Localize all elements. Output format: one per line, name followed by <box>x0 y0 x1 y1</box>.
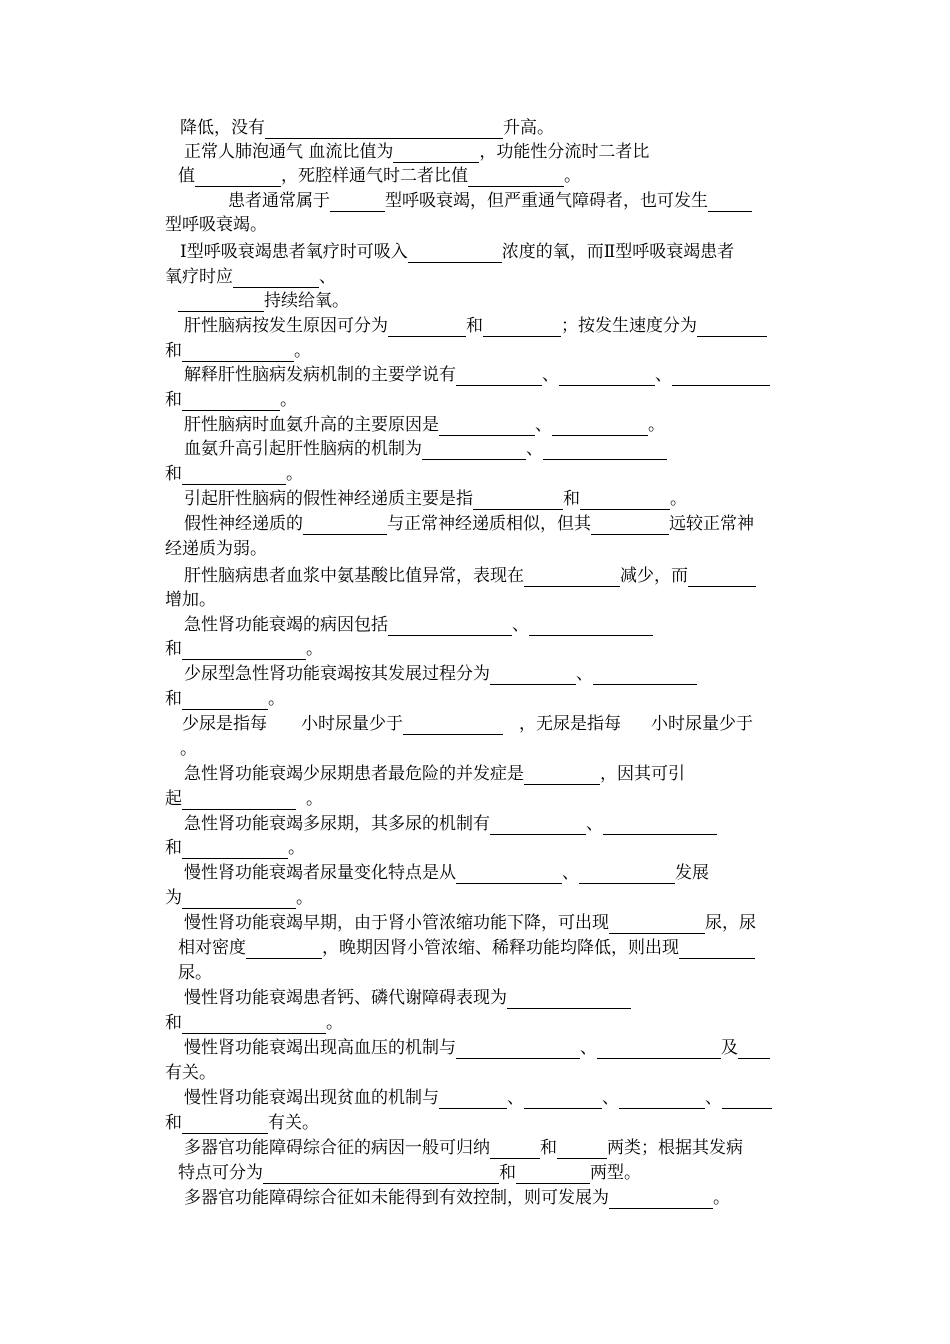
answer-blank[interactable] <box>330 193 385 212</box>
answer-blank[interactable] <box>529 617 653 636</box>
text-line: 和 有关。 <box>165 1113 319 1133</box>
answer-blank[interactable] <box>738 1040 770 1059</box>
text-line: 慢性肾功能衰竭出现贫血的机制与 、 、 、 <box>184 1087 772 1109</box>
answer-blank[interactable] <box>483 318 561 337</box>
text-line: 少尿是指每 小时尿量少于 ，无尿是指每 小时尿量少于 <box>182 714 753 734</box>
answer-blank[interactable] <box>557 1140 607 1159</box>
answer-blank[interactable] <box>490 816 586 835</box>
answer-blank[interactable] <box>490 1140 540 1159</box>
answer-blank[interactable] <box>597 1040 721 1059</box>
text-line: 多器官功能障碍综合征如未能得到有效控制，则可发展为 。 <box>184 1188 730 1208</box>
text-line: 增加。 <box>165 590 216 610</box>
text-line: 正常人肺泡通气 血流比值为 ，功能性分流时二者比 <box>184 142 650 162</box>
answer-blank[interactable] <box>603 816 717 835</box>
text-line: 多器官功能障碍综合征的病因一般可归纳 和 两类；根据其发病 <box>184 1138 743 1158</box>
text-line: 患者通常属于 型呼吸衰竭，但严重通气障碍者，也可发生 <box>228 190 752 212</box>
answer-blank[interactable] <box>182 392 280 411</box>
text-line: 急性肾功能衰竭的病因包括 、 <box>184 614 653 636</box>
answer-blank[interactable] <box>303 516 387 535</box>
answer-blank[interactable] <box>408 244 502 263</box>
text-line: 慢性肾功能衰竭出现高血压的机制与 、 及 <box>184 1037 770 1059</box>
answer-blank[interactable] <box>697 318 767 337</box>
text-line: 血氨升高引起肝性脑病的机制为 、 <box>184 438 667 460</box>
answer-blank[interactable] <box>490 666 576 685</box>
text-line: 引起肝性脑病的假性神经递质主要是指 和 。 <box>184 489 687 509</box>
answer-blank[interactable] <box>178 293 264 312</box>
answer-blank[interactable] <box>468 168 564 187</box>
answer-blank[interactable] <box>609 915 705 934</box>
answer-blank[interactable] <box>265 120 503 139</box>
answer-blank[interactable] <box>182 1115 268 1134</box>
answer-blank[interactable] <box>524 568 620 587</box>
answer-blank[interactable] <box>263 1165 499 1184</box>
text-line: 和 。 <box>165 341 311 361</box>
answer-blank[interactable] <box>388 318 466 337</box>
answer-blank[interactable] <box>473 491 563 510</box>
answer-blank[interactable] <box>393 144 479 163</box>
text-line: 特点可分为 和 两型。 <box>178 1163 641 1183</box>
answer-blank[interactable] <box>456 1040 580 1059</box>
text-line: 和 。 <box>165 689 285 709</box>
answer-blank[interactable] <box>579 865 675 884</box>
text-line: 经递质为弱。 <box>165 539 267 559</box>
answer-blank[interactable] <box>679 940 755 959</box>
text-line: 急性肾功能衰竭少尿期患者最危险的并发症是 ，因其可引 <box>184 764 685 784</box>
text-line: 慢性肾功能衰竭早期，由于肾小管浓缩功能下降，可出现 尿，尿 <box>184 913 756 933</box>
answer-blank[interactable] <box>543 441 667 460</box>
answer-blank[interactable] <box>439 1090 507 1109</box>
text-line: 相对密度 ，晚期因肾小管浓缩、稀释功能均降低，则出现 <box>178 937 755 959</box>
text-line: 型呼吸衰竭。 <box>165 215 267 235</box>
text-line: 起 。 <box>165 789 323 809</box>
text-line: 急性肾功能衰竭多尿期，其多尿的机制有 、 <box>184 813 717 835</box>
answer-blank[interactable] <box>456 865 562 884</box>
answer-blank[interactable] <box>591 516 669 535</box>
answer-blank[interactable] <box>593 666 697 685</box>
text-line: 持续给氧。 <box>178 290 349 312</box>
text-line: 降低，没有 升高。 <box>180 118 554 138</box>
text-line: Ⅰ型呼吸衰竭患者氧疗时可吸入 浓度的氧，而Ⅱ型呼吸衰竭患者 <box>180 242 735 262</box>
answer-blank[interactable] <box>619 1090 705 1109</box>
text-line: 有关。 <box>165 1063 216 1083</box>
answer-blank[interactable] <box>722 1090 772 1109</box>
text-line: 解释肝性脑病发病机制的主要学说有 、 、 <box>184 364 770 386</box>
text-line: 和 。 <box>165 639 323 659</box>
answer-blank[interactable] <box>672 367 770 386</box>
answer-blank[interactable] <box>516 1165 590 1184</box>
answer-blank[interactable] <box>708 193 752 212</box>
answer-blank[interactable] <box>388 617 512 636</box>
text-line: 少尿型急性肾功能衰竭按其发展过程分为 、 <box>184 663 697 685</box>
text-line: 肝性脑病时血氨升高的主要原因是 、 。 <box>184 415 665 435</box>
answer-blank[interactable] <box>688 568 756 587</box>
answer-blank[interactable] <box>403 716 503 735</box>
answer-blank[interactable] <box>507 990 631 1009</box>
text-line: 肝性脑病患者血浆中氨基酸比值异常，表现在 减少，而 <box>184 565 756 587</box>
answer-blank[interactable] <box>182 791 296 810</box>
answer-blank[interactable] <box>182 691 268 710</box>
text-line: 和 。 <box>165 464 303 484</box>
answer-blank[interactable] <box>182 466 286 485</box>
answer-blank[interactable] <box>524 766 600 785</box>
text-line: 和 。 <box>165 390 297 410</box>
text-line: 假性神经递质的 与正常神经递质相似，但其 远较正常神 <box>184 514 754 534</box>
text-line: 慢性肾功能衰竭者尿量变化特点是从 、 发展 <box>184 863 709 883</box>
answer-blank[interactable] <box>182 890 296 909</box>
text-line: 慢性肾功能衰竭患者钙、磷代谢障碍表现为 <box>184 987 631 1009</box>
answer-blank[interactable] <box>182 1015 326 1034</box>
answer-blank[interactable] <box>524 1090 602 1109</box>
answer-blank[interactable] <box>182 840 288 859</box>
text-line: 尿。 <box>178 963 212 983</box>
answer-blank[interactable] <box>233 269 319 288</box>
text-line: 和 。 <box>165 838 305 858</box>
answer-blank[interactable] <box>182 641 306 660</box>
answer-blank[interactable] <box>456 367 542 386</box>
text-line: 为 。 <box>165 888 313 908</box>
answer-blank[interactable] <box>439 417 535 436</box>
answer-blank[interactable] <box>552 417 648 436</box>
answer-blank[interactable] <box>422 441 526 460</box>
text-line: 值 ，死腔样通气时二者比值 。 <box>178 166 581 186</box>
answer-blank[interactable] <box>580 491 670 510</box>
answer-blank[interactable] <box>195 168 281 187</box>
answer-blank[interactable] <box>246 940 322 959</box>
answer-blank[interactable] <box>182 343 294 362</box>
text-line: 肝性脑病按发生原因可分为 和 ；按发生速度分为 <box>184 315 767 337</box>
text-line: 和 。 <box>165 1013 343 1033</box>
answer-blank[interactable] <box>609 1190 713 1209</box>
answer-blank[interactable] <box>559 367 655 386</box>
text-line: 氧疗时应 、 <box>165 267 336 287</box>
text-line: 。 <box>180 739 197 759</box>
